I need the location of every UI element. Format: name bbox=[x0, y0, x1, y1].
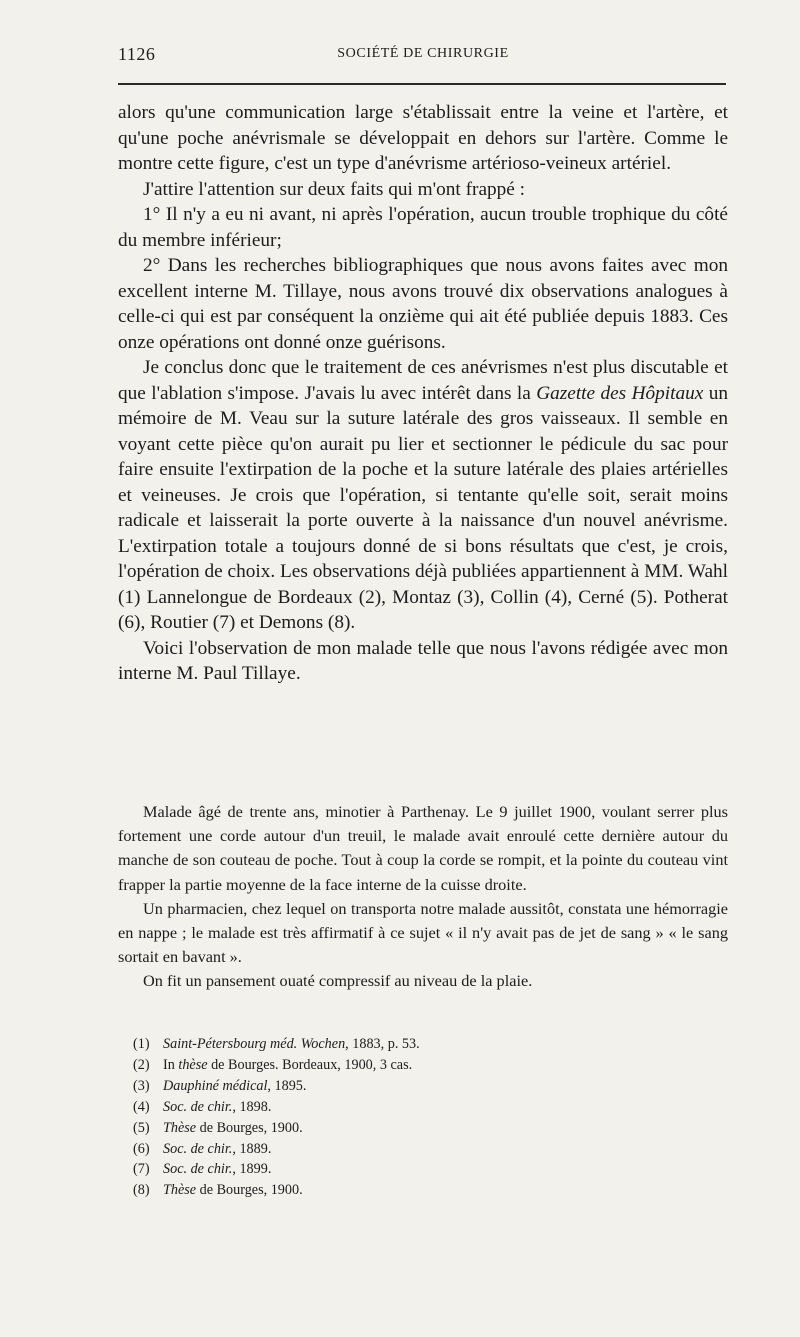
main-text bbox=[118, 100, 728, 687]
paragraph: 1° Il n'y a eu ni avant, ni après l'opération, aucun trouble trophique du côté du membre inférieur; bbox=[118, 204, 728, 251]
journal-citation: Gazette des Hôpitaux bbox=[536, 382, 704, 404]
footnote-number: (2) bbox=[133, 1056, 150, 1073]
paragraph: Un pharmacien, chez lequel on transporta notre malade aussitôt, constata une hémorragie en nappe ; le malade est très affirmatif à ce sujet « il n'y avait pas de jet de sang » « le sang sortait en bavant ». bbox=[118, 898, 728, 967]
running-head bbox=[118, 40, 728, 70]
paragraph: On fit un pansement ouaté compressif au niveau de la plaie. bbox=[143, 971, 533, 991]
paragraph: J'attire l'attention sur deux faits qui m'ont frappé : bbox=[143, 178, 526, 200]
footnote-number: (1) bbox=[133, 1036, 150, 1052]
footnote bbox=[133, 1076, 733, 1097]
footnote-source: thèse bbox=[178, 1056, 208, 1073]
paragraph-text: un mémoire de M. Veau sur la suture latérale des gros vaisseaux. Il semble en voyant cette pièce qu'on aurait pu lier et sectionner le pédicule du sac pour faire ensuite l'extirpation de la poche et la suture latérale des plaies artérielles et veineuses. Je crois que l'opération, si tentante qu'elle soit, serait moins radicale et laisserait la porte ouverte à la naissance d'un nouvel anévrisme. L'extirpation totale a toujours donné de si bons résultats que c'est, je crois, l'opération de choix. Les observations déjà publiées appartiennent à MM. Wahl (1) Lannelongue de Bordeaux (2), Montaz (3), Collin (4), Cerné (5). Potherat (6), Routier (7) et Demons (8). bbox=[118, 382, 728, 633]
footnote bbox=[133, 1055, 733, 1076]
footnote-text: , 1895. bbox=[267, 1077, 307, 1094]
footnote-source: Soc. de chir. bbox=[163, 1161, 233, 1178]
footnote-text: , 1899. bbox=[232, 1161, 272, 1178]
footnote-source: Soc. de chir. bbox=[163, 1098, 233, 1115]
footnote-number: (4) bbox=[133, 1098, 150, 1115]
footnote-number: (8) bbox=[133, 1182, 150, 1199]
paragraph-text: Je conclus donc que le traitement de ces anévrismes n'est plus discutable et que l'ablation s'impose. J'avais lu avec intérêt dans la bbox=[118, 357, 728, 404]
footnote-text: de Bourges, 1900. bbox=[196, 1119, 303, 1136]
footnote-source: Thèse bbox=[163, 1182, 197, 1199]
journal-title: SOCIÉTÉ DE CHIRURGIE bbox=[337, 46, 509, 61]
case-observation bbox=[118, 800, 728, 994]
footnote-source: Thèse bbox=[163, 1119, 197, 1136]
footnote-text: de Bourges, 1900. bbox=[196, 1182, 303, 1199]
footnote bbox=[133, 1034, 733, 1055]
footnote-text: In bbox=[163, 1056, 179, 1073]
footnote bbox=[133, 1180, 733, 1201]
footnote-source: Saint-Pétersbourg méd. Wochen bbox=[163, 1036, 346, 1052]
paragraph: Voici l'observation de mon malade telle que nous l'avons rédigée avec mon interne M. Paul Tillaye. bbox=[118, 637, 728, 684]
paragraph: Malade âgé de trente ans, minotier à Parthenay. Le 9 juillet 1900, voulant serrer plus fortement une corde autour d'un treuil, le malade avait enroulé cette dernière autour du manche de son couteau de poche. Tout à coup la corde se rompit, et la pointe du couteau vint frapper la partie moyenne de la face interne de la cuisse droite. bbox=[118, 802, 728, 894]
paragraph bbox=[118, 355, 728, 636]
footnote-source: Soc. de chir. bbox=[163, 1140, 233, 1157]
header-rule bbox=[118, 83, 726, 85]
paragraph: 2° Dans les recherches bibliographiques que nous avons faites avec mon excellent interne M. Tillaye, nous avons trouvé dix observations analogues à celle-ci qui est par conséquent la onzième qui ait été publiée depuis 1883. Ces onze opérations ont donné onze guérisons. bbox=[118, 255, 728, 353]
footnote-number: (5) bbox=[133, 1119, 150, 1136]
footnote bbox=[133, 1159, 733, 1180]
footnote-text: , 1883, p. 53. bbox=[345, 1036, 420, 1052]
footnote-number: (6) bbox=[133, 1140, 150, 1157]
footnote bbox=[133, 1097, 733, 1118]
footnote-number: (7) bbox=[133, 1161, 150, 1178]
footnotes bbox=[133, 1034, 733, 1201]
page-number: 1126 bbox=[118, 44, 156, 64]
footnote bbox=[133, 1118, 733, 1139]
footnote bbox=[133, 1139, 733, 1160]
footnote-text: , 1889. bbox=[232, 1140, 272, 1157]
footnote-source: Dauphiné médical bbox=[163, 1077, 268, 1094]
paragraph: alors qu'une communication large s'établissait entre la veine et l'artère, et qu'une poche anévrismale se développait en dehors sur l'artère. Comme le montre cette figure, c'est un type d'anévrisme artérioso-veineux artériel. bbox=[118, 102, 728, 174]
footnote-number: (3) bbox=[133, 1077, 150, 1094]
footnote-text: , 1898. bbox=[232, 1098, 272, 1115]
footnote-text: de Bourges. Bordeaux, 1900, 3 cas. bbox=[207, 1056, 413, 1073]
